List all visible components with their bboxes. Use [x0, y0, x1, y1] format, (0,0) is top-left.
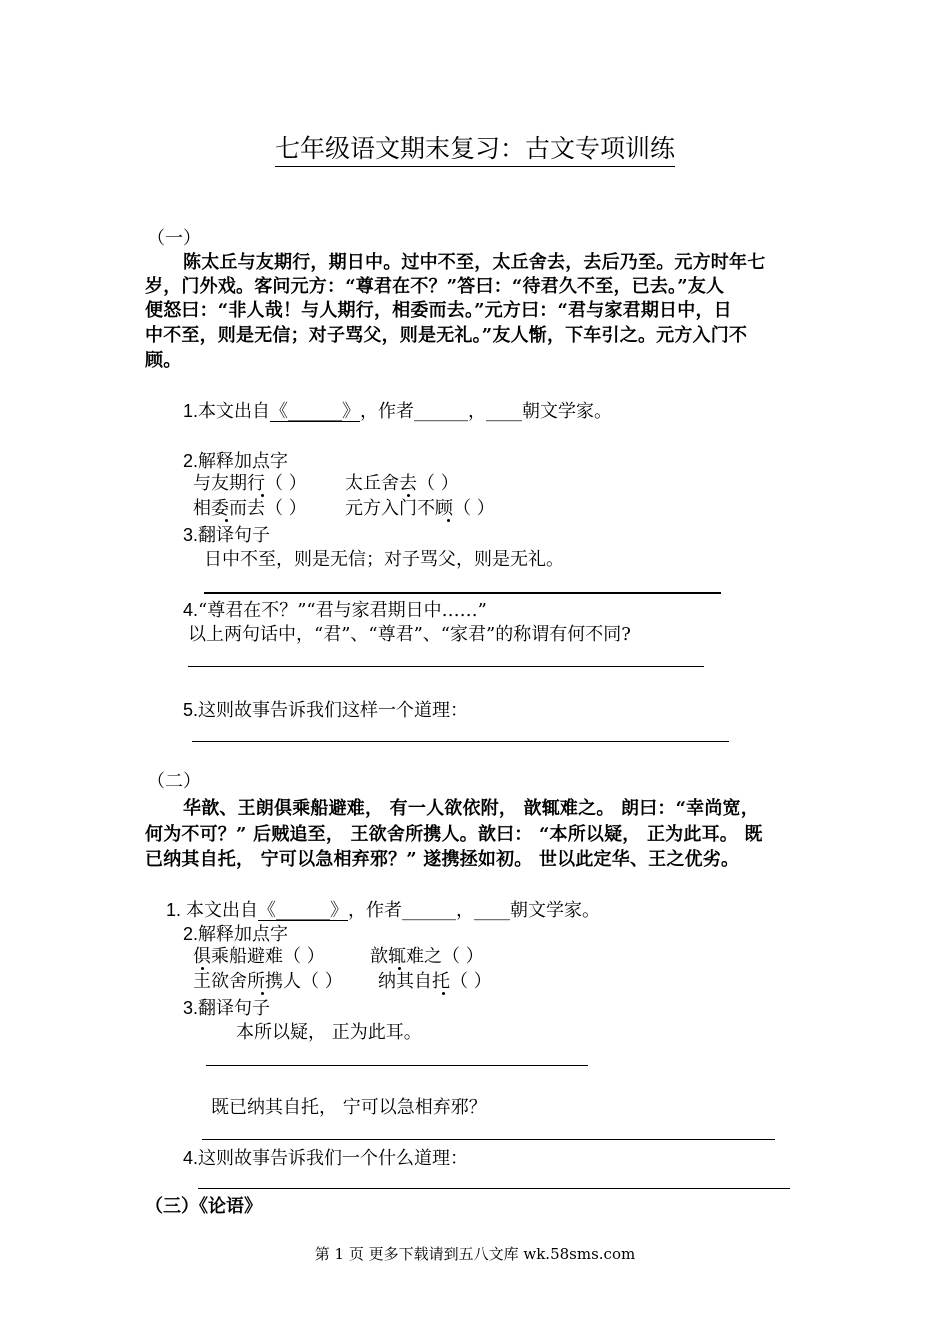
s1-question-3: 3.翻译句子 [183, 525, 271, 546]
s1-question-1: 1.本文出自《______》，作者______，____朝文学家。 [183, 401, 613, 422]
emphasis-dot [398, 967, 401, 970]
s2-q2-item-3: 王欲舍所携人（ ） [193, 971, 343, 992]
s1-q4-answer-line[interactable] [188, 666, 704, 667]
section-1-passage-line-5: 顾。 [145, 350, 182, 371]
s1-q2-item-1: 与友期行（ ） [193, 473, 307, 494]
s2-question-4: 4.这则故事告诉我们一个什么道理： [183, 1148, 469, 1169]
section-2-heading: （二） [147, 771, 201, 792]
section-1-passage-line-2: 岁，门外戏。客问元方：“尊君在不？”答曰：“待君久不至，已去。”友人 [145, 276, 725, 297]
emphasis-dot [201, 967, 204, 970]
emphasis-dot [407, 494, 410, 497]
section-1-passage-line-3: 便怒曰：“非人哉！与人期行，相委而去。”元方曰：“君与家君期日中，日 [145, 300, 732, 321]
section-2-passage-line-3: 已纳其自托， 宁可以急相弃邪？” 遂携拯如初。 世以此定华、王之优劣。 [145, 849, 740, 870]
s1-question-5: 5.这则故事告诉我们这样一个道理： [183, 700, 469, 721]
s2-q2-item-4: 纳其自托（ ） [378, 971, 492, 992]
emphasis-dot [261, 992, 264, 995]
s2-question-3: 3.翻译句子 [183, 998, 271, 1019]
s1-question-2: 2.解释加点字 [183, 451, 289, 472]
section-1-passage-line-1: 陈太丘与友期行，期日中。过中不至，太丘舍去，去后乃至。元方时年七 [183, 252, 766, 273]
s1-book-blank[interactable]: 《______》 [270, 401, 361, 422]
s2-question-1: 1. 本文出自《______》，作者______，____朝文学家。 [166, 900, 601, 921]
s2-q3-answer-line-2[interactable] [202, 1139, 775, 1140]
s2-question-2: 2.解释加点字 [183, 924, 289, 945]
s2-q3-answer-line-1[interactable] [206, 1065, 588, 1066]
section-1-heading: （一） [147, 228, 201, 249]
section-2-passage-line-1: 华歆、王朗俱乘船避难， 有一人欲依附， 歆辄难之。 朗曰：“幸尚宽， [183, 798, 759, 819]
emphasis-dot [225, 519, 228, 522]
s1-q3-answer-line[interactable] [204, 592, 721, 594]
s1-q5-answer-line[interactable] [192, 741, 729, 742]
emphasis-dot [261, 494, 264, 497]
s2-q3-sentence-2: 既已纳其自托， 宁可以急相弃邪？ [211, 1097, 487, 1118]
emphasis-dot [447, 519, 450, 522]
emphasis-dot [442, 992, 445, 995]
s2-book-blank[interactable]: 《______》 [258, 900, 349, 921]
s1-q3-sentence: 日中不至，则是无信；对子骂父，则是无礼。 [204, 549, 564, 570]
s2-q2-item-2: 歆辄难之（ ） [370, 946, 484, 967]
section-1-passage-line-4: 中不至，则是无信；对子骂父，则是无礼。”友人惭，下车引之。元方入门不 [145, 325, 748, 346]
s1-q2-item-4: 元方入门不顾（ ） [345, 498, 495, 519]
s1-question-4: 4.“尊君在不？”“君与家君期日中……” [183, 600, 487, 621]
section-3-heading: （三）《论语》 [145, 1196, 262, 1217]
s1-q2-item-3: 相委而去（ ） [193, 498, 307, 519]
s1-q4-subquestion: 以上两句话中，“君”、“尊君”、“家君”的称谓有何不同? [188, 624, 631, 645]
s1-q2-item-2: 太丘舍去（ ） [345, 473, 459, 494]
page-footer: 第 1 页 更多下载请到五八文库 wk.58sms.com [314, 1245, 636, 1263]
section-2-passage-line-2: 何为不可？” 后贼追至， 王欲舍所携人。歆曰： “本所以疑， 正为此耳。 既 [145, 824, 763, 845]
s2-q4-answer-line[interactable] [198, 1188, 790, 1189]
page-title: 七年级语文期末复习：古文专项训练 [0, 136, 950, 161]
s2-q3-sentence-1: 本所以疑， 正为此耳。 [236, 1022, 422, 1043]
s2-q2-item-1: 俱乘船避难（ ） [193, 946, 325, 967]
